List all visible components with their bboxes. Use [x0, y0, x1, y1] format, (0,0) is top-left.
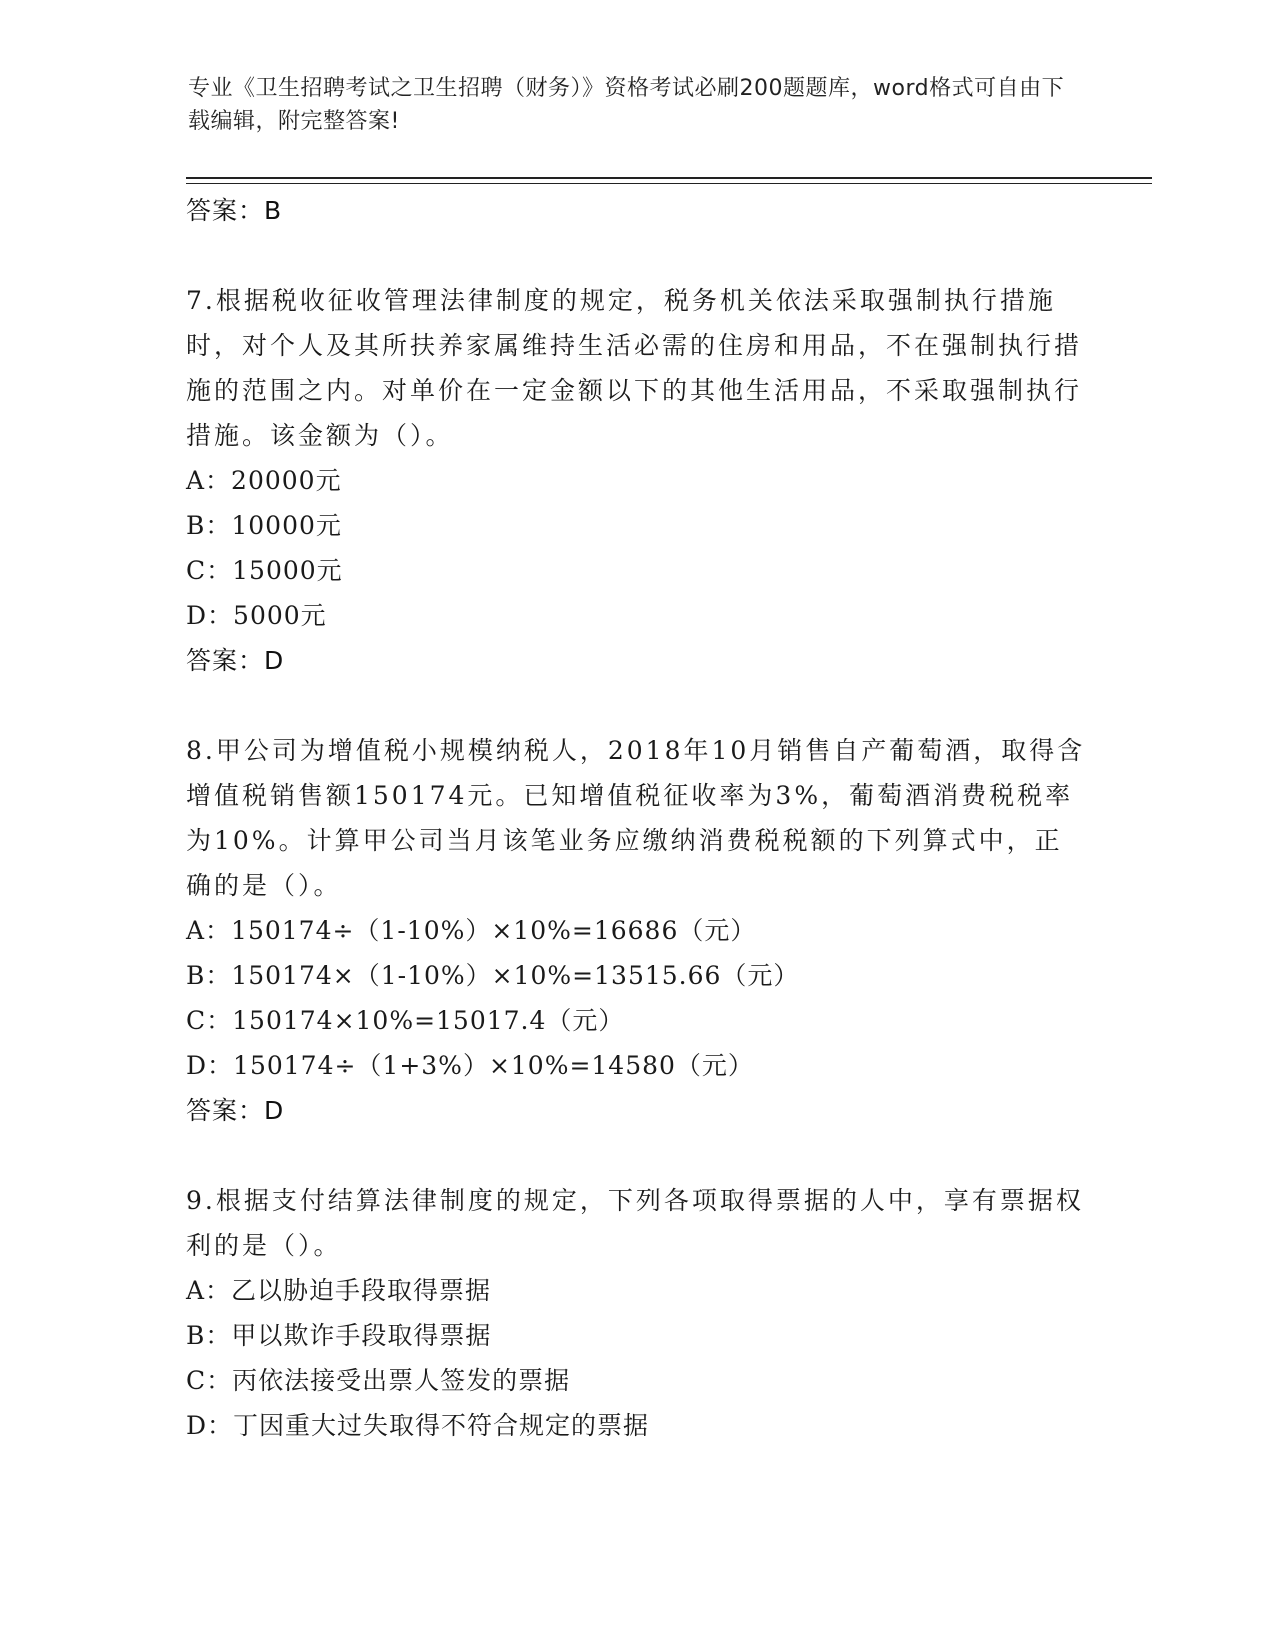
- question-7-option-b: B：10000元: [186, 511, 342, 540]
- question-content: [186, 188, 1086, 1448]
- question-9-text: 9.根据支付结算法律制度的规定，下列各项取得票据的人中，享有票据权利的是（）。: [186, 1186, 1084, 1260]
- header-divider-thick: [186, 177, 1152, 179]
- answer-q6: 答案：B: [186, 196, 283, 225]
- question-9-option-a: A：乙以胁迫手段取得票据: [186, 1276, 492, 1305]
- question-9-option-c: C：丙依法接受出票人签发的票据: [186, 1366, 571, 1395]
- question-8-option-a: A：150174÷（1-10%）×10%=16686（元）: [186, 916, 757, 945]
- question-7-option-c: C：15000元: [186, 556, 343, 585]
- question-7-option-d: D：5000元: [186, 601, 327, 630]
- question-8-option-d: D：150174÷（1+3%）×10%=14580（元）: [186, 1051, 754, 1080]
- question-8-text: 8.甲公司为增值税小规模纳税人，2018年10月销售自产葡萄酒，取得含增值税销售额150174元。已知增值税征收率为3%，葡萄酒消费税税率为10%。计算甲公司当月该笔业务应缴纳消费税税额的下列算式中，正确的是（）。: [186, 736, 1086, 900]
- answer-q7: 答案：D: [186, 646, 285, 675]
- document-header: 专业《卫生招聘考试之卫生招聘（财务）》资格考试必刷200题题库，word格式可自由下载编辑，附完整答案!: [188, 76, 1065, 134]
- question-7-text: 7.根据税收征收管理法律制度的规定，税务机关依法采取强制执行措施时，对个人及其所扶养家属维持生活必需的住房和用品，不在强制执行措施的范围之内。对单价在一定金额以下的其他生活用品，不采取强制执行措施。该金额为（）。: [186, 286, 1083, 450]
- question-9-option-d: D：丁因重大过失取得不符合规定的票据: [186, 1411, 650, 1440]
- question-7-option-a: A：20000元: [186, 466, 342, 495]
- question-8-option-c: C：150174×10%=15017.4（元）: [186, 1006, 625, 1035]
- question-9-option-b: B：甲以欺诈手段取得票据: [186, 1321, 492, 1350]
- answer-q8: 答案：D: [186, 1096, 285, 1125]
- header-divider-thin: [186, 183, 1152, 184]
- question-8-option-b: B：150174×（1-10%）×10%=13515.66（元）: [186, 961, 800, 990]
